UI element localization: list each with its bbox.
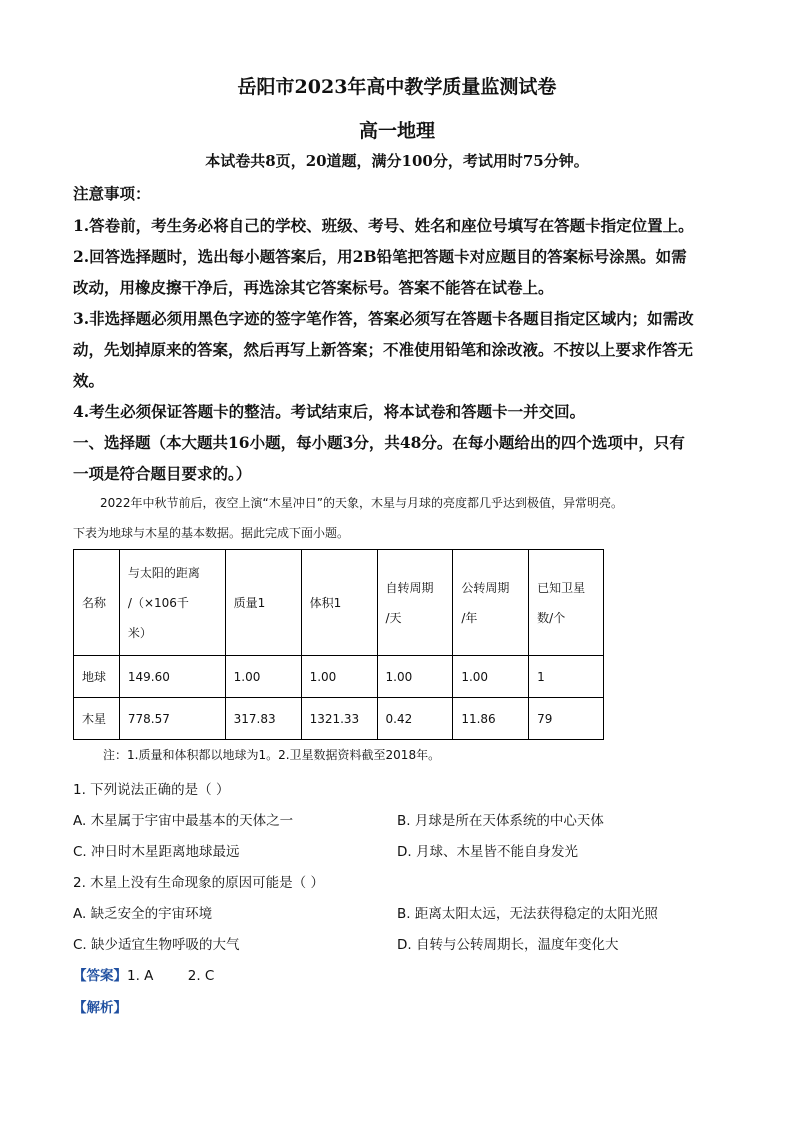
notice-item-2-line-1: 2.回答选择题时，选出每小题答案后，用2B铅笔把答题卡对应题目的答案标号涂黑。如需 — [73, 247, 687, 266]
question-2-option-b: B. 距离太阳太远，无法获得稳定的太阳光照 — [397, 906, 658, 922]
exam-info: 本试卷共8页，20道题，满分100分，考试用时75分钟。 — [205, 152, 589, 170]
table-cell: 149.60 — [119, 656, 225, 698]
notice-item-3-line-2: 动，先划掉原来的答案，然后再写上新答案；不准使用铅笔和涂改液。不按以上要求作答无 — [73, 340, 694, 359]
exam-subject: 高一地理 — [358, 120, 435, 142]
answer-line — [73, 964, 214, 984]
answer-label: 【答案】 — [73, 968, 127, 984]
table-cell: 317.83 — [225, 698, 301, 740]
header-volume: 体积1 — [301, 550, 377, 656]
table-cell: 11.86 — [453, 698, 529, 740]
header-distance: 与太阳的距离 /（×106千 米） — [119, 550, 225, 656]
notice-item-3-line-1: 3.非选择题必须用黑色字迹的签字笔作答，答案必须写在答题卡各题目指定区域内；如需改 — [73, 309, 694, 328]
analysis-line — [73, 996, 127, 1016]
table-cell: 1.00 — [453, 656, 529, 698]
question-1-stem: 1. 下列说法正确的是（ ） — [73, 782, 230, 798]
table-cell: 木星 — [74, 698, 120, 740]
section-heading-line-1: 一、选择题（本大题共16小题，每小题3分，共48分。在每小题给出的四个选项中，只有 — [73, 433, 685, 452]
header-satellites: 已知卫星 数/个 — [529, 550, 604, 656]
planet-data-table — [73, 549, 604, 740]
question-2-option-d: D. 自转与公转周期长，温度年变化大 — [397, 937, 619, 953]
header-mass: 质量1 — [225, 550, 301, 656]
table-header-row — [74, 550, 604, 656]
notice-item-4: 4.考生必须保证答题卡的整洁。考试结束后，将本试卷和答题卡一并交回。 — [73, 402, 586, 421]
table-cell: 79 — [529, 698, 604, 740]
table-cell: 1.00 — [225, 656, 301, 698]
notice-item-3-line-3: 效。 — [73, 371, 105, 390]
header-rotation: 自转周期 /天 — [377, 550, 453, 656]
table-cell: 1.00 — [301, 656, 377, 698]
exam-title: 岳阳市2023年高中教学质量监测试卷 — [237, 76, 557, 98]
table-note: 注：1.质量和体积都以地球为1。2.卫星数据资料截至2018年。 — [103, 748, 441, 762]
passage-line-1: 2022年中秋节前后，夜空上演“木星冲日”的天象，木星与月球的亮度都几乎达到极值，异常明亮。 — [100, 496, 623, 510]
question-2-stem: 2. 木星上没有生命现象的原因可能是（ ） — [73, 875, 324, 891]
question-1-option-b: B. 月球是所在天体系统的中心天体 — [397, 813, 604, 829]
question-1-option-d: D. 月球、木星皆不能自身发光 — [397, 844, 578, 860]
table-cell: 1 — [529, 656, 604, 698]
table-row — [74, 656, 604, 698]
table-cell: 0.42 — [377, 698, 453, 740]
passage-line-2: 下表为地球与木星的基本数据。据此完成下面小题。 — [73, 526, 350, 540]
header-revolution: 公转周期 /年 — [453, 550, 529, 656]
header-name: 名称 — [74, 550, 120, 656]
section-heading-line-2: 一项是符合题目要求的。） — [73, 464, 252, 483]
notice-item-1: 1.答卷前，考生务必将自己的学校、班级、考号、姓名和座位号填写在答题卡指定位置上。 — [73, 216, 694, 235]
table-cell: 地球 — [74, 656, 120, 698]
question-1-option-c: C. 冲日时木星距离地球最远 — [73, 844, 240, 860]
answer-value: 1. A 2. C — [127, 968, 215, 984]
question-1-option-a: A. 木星属于宇宙中最基本的天体之一 — [73, 813, 294, 829]
table-cell: 778.57 — [119, 698, 225, 740]
analysis-label: 【解析】 — [73, 1000, 127, 1016]
question-2-option-a: A. 缺乏安全的宇宙环境 — [73, 906, 213, 922]
table-row — [74, 698, 604, 740]
table-cell: 1.00 — [377, 656, 453, 698]
table-cell: 1321.33 — [301, 698, 377, 740]
notice-item-2-line-2: 改动，用橡皮擦干净后，再选涂其它答案标号。答案不能答在试卷上。 — [73, 278, 554, 297]
notice-heading: 注意事项： — [73, 184, 151, 203]
question-2-option-c: C. 缺少适宜生物呼吸的大气 — [73, 937, 240, 953]
